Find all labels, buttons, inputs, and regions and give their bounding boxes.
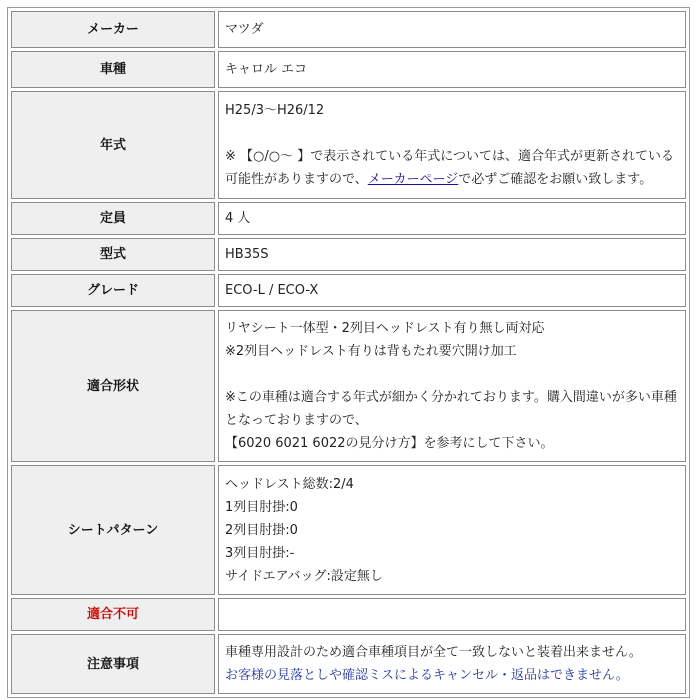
value-year-cell — [218, 91, 686, 199]
value-caution-cell — [218, 634, 686, 694]
year-note-prefix: ※ 【○/○～ 】で表示されている年式については、適合年式が更新されている可能性がありますので、 — [225, 149, 674, 187]
row-model — [11, 51, 686, 88]
value-incompatible — [218, 598, 686, 631]
label-maker: メーカー — [11, 11, 215, 48]
label-type: 型式 — [11, 238, 215, 271]
value-model: キャロル エコ — [218, 51, 686, 88]
fit-line-2: ※2列目ヘッドレスト有りは背もたれ要穴開け加工 — [225, 344, 517, 359]
fit-line-3: ※この車種は適合する年式が細かく分かれております。購入間違いが多い車種となっておりますので、 — [225, 390, 677, 428]
caution-line-1: 車種専用設計のため適合車種項目が全て一致しないと装着出来ません。 — [225, 645, 642, 660]
row-fit — [11, 310, 686, 462]
row-incompatible — [11, 598, 686, 631]
year-note-suffix: で必ずご確認をお願い致します。 — [458, 172, 653, 187]
row-grade — [11, 274, 686, 307]
spec-table — [7, 7, 690, 698]
value-seat-cell — [218, 465, 686, 595]
fit-line-4: 【6020 6021 6022の見分け方】を参考にして下さい。 — [225, 436, 554, 451]
label-capacity: 定員 — [11, 202, 215, 235]
seat-item: 2列目肘掛:0 — [225, 522, 298, 538]
value-capacity: 4 人 — [218, 202, 686, 235]
row-seat-pattern — [11, 465, 686, 595]
label-fit: 適合形状 — [11, 310, 215, 462]
caution-line-2: お客様の見落としや確認ミスによるキャンセル・返品はできません。 — [225, 668, 629, 683]
value-type: HB35S — [218, 238, 686, 271]
label-seat-pattern: シートパターン — [11, 465, 215, 595]
maker-page-link[interactable]: メーカーページ — [367, 172, 459, 187]
seat-item: 3列目肘掛:- — [225, 545, 295, 561]
row-type — [11, 238, 686, 271]
label-model: 車種 — [11, 51, 215, 88]
spacer — [225, 363, 679, 386]
value-fit-cell — [218, 310, 686, 462]
row-maker — [11, 11, 686, 48]
value-grade: ECO-L / ECO-X — [218, 274, 686, 307]
seat-item: ヘッドレスト総数:2/4 — [225, 476, 354, 492]
value-year: H25/3～H26/12 — [225, 103, 325, 118]
spacer — [225, 122, 679, 145]
value-maker: マツダ — [218, 11, 686, 48]
row-year — [11, 91, 686, 199]
year-note — [225, 145, 679, 191]
label-year: 年式 — [11, 91, 215, 199]
fit-line-1: リヤシート一体型・2列目ヘッドレスト有り無し両対応 — [225, 321, 545, 336]
seat-item: サイドエアバッグ:設定無し — [225, 568, 383, 584]
row-caution — [11, 634, 686, 694]
label-incompatible: 適合不可 — [11, 598, 215, 631]
label-grade: グレード — [11, 274, 215, 307]
label-caution: 注意事項 — [11, 634, 215, 694]
seat-item: 1列目肘掛:0 — [225, 499, 298, 515]
row-capacity — [11, 202, 686, 235]
